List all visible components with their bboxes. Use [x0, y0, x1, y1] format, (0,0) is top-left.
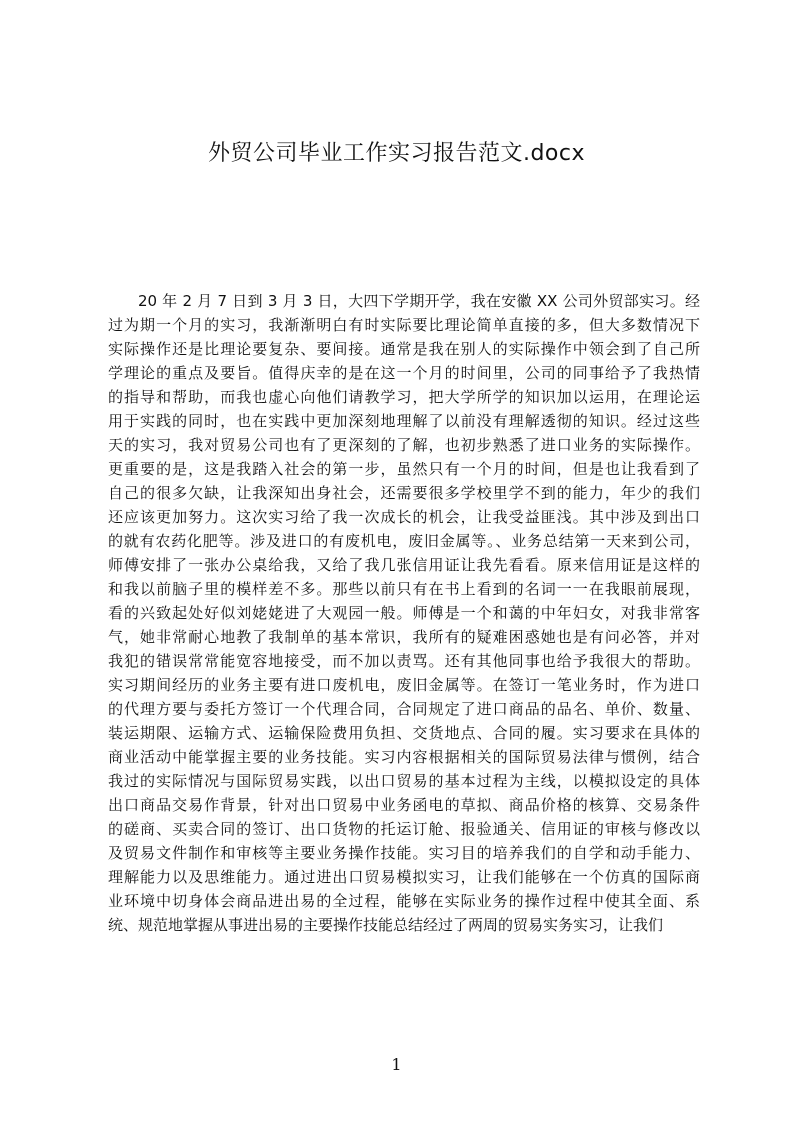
- body-line: 的指导和帮助，而我也虚心向他们请教学习，把大学所学的知识加以运用，在理论运: [108, 388, 700, 406]
- document-body: [108, 289, 700, 937]
- body-line: 过为期一个月的实习，我渐渐明白有时实际要比理论简单直接的多，但大多数情况下: [108, 316, 700, 334]
- body-line: 装运期限、运输方式、运输保险费用负担、交货地点、合同的履。实习要求在具体的: [108, 724, 700, 742]
- body-line: 看的兴致起处好似刘姥姥进了大观园一般。师傅是一个和蔼的中年妇女，对我非常客: [108, 604, 700, 622]
- body-line: 天的实习，我对贸易公司也有了更深刻的了解，也初步熟悉了进口业务的实际操作。: [108, 436, 700, 454]
- body-line: 还应该更加努力。这次实习给了我一次成长的机会，让我受益匪浅。其中涉及到出口: [108, 508, 700, 526]
- body-line: 出口商品交易作背景，针对出口贸易中业务函电的草拟、商品价格的核算、交易条件: [108, 796, 700, 814]
- body-line: 统、规范地掌握从事进出易的主要操作技能总结经过了两周的贸易实务实习，让我们: [108, 916, 664, 934]
- body-line: 实际操作还是比理论要复杂、要间接。通常是我在别人的实际操作中领会到了自己所: [108, 340, 700, 358]
- body-line: 业环境中切身体会商品进出易的全过程，能够在实际业务的操作过程中使其全面、系: [108, 892, 700, 910]
- body-line: 和我以前脑子里的模样差不多。那些以前只有在书上看到的名词一一在我眼前展现，: [108, 580, 700, 598]
- body-line: 我犯的错误常常能宽容地接受，而不加以责骂。还有其他同事也给予我很大的帮助。: [108, 652, 700, 670]
- body-line: 20 年 2 月 7 日到 3 月 3 日，大四下学期开学，我在安徽 XX 公司外贸部实习。经: [138, 292, 700, 310]
- body-line: 的磋商、买卖合同的签订、出口货物的托运订舱、报验通关、信用证的审核与修改以: [108, 820, 700, 838]
- body-line: 及贸易文件制作和审核等主要业务操作技能。实习目的培养我们的自学和动手能力、: [108, 844, 700, 862]
- body-line: 气，她非常耐心地教了我制单的基本常识，我所有的疑难困惑她也是有问必答，并对: [108, 628, 700, 646]
- body-line: 用于实践的同时，也在实践中更加深刻地理解了以前没有理解透彻的知识。经过这些: [108, 412, 700, 430]
- body-line: 学理论的重点及要旨。值得庆幸的是在这一个月的时间里，公司的同事给予了我热情: [108, 364, 700, 382]
- body-line: 的就有农药化肥等。涉及进口的有废机电，废旧金属等。、业务总结第一天来到公司，: [108, 532, 700, 550]
- page-number: 1: [391, 1055, 402, 1074]
- body-line: 商业活动中能掌握主要的业务技能。实习内容根据相关的国际贸易法律与惯例，结合: [108, 748, 700, 766]
- body-line: 更重要的是，这是我踏入社会的第一步，虽然只有一个月的时间，但是也让我看到了: [108, 460, 700, 478]
- body-line: 理解能力以及思维能力。通过进出口贸易模拟实习，让我们能够在一个仿真的国际商: [108, 868, 700, 886]
- body-line: 实习期间经历的业务主要有进口废机电，废旧金属等。在签订一笔业务时，作为进口: [108, 676, 700, 694]
- document-title: 外贸公司毕业工作实习报告范文.docx: [207, 141, 586, 166]
- body-line: 自己的很多欠缺，让我深知出身社会，还需要很多学校里学不到的能力，年少的我们: [108, 484, 700, 502]
- body-line: 我过的实际情况与国际贸易实践，以出口贸易的基本过程为主线，以模拟设定的具体: [108, 772, 700, 790]
- body-line: 的代理方要与委托方签订一个代理合同，合同规定了进口商品的品名、单价、数量、: [108, 700, 700, 718]
- body-line: 师傅安排了一张办公桌给我，又给了我几张信用证让我先看看。原来信用证是这样的: [108, 556, 700, 574]
